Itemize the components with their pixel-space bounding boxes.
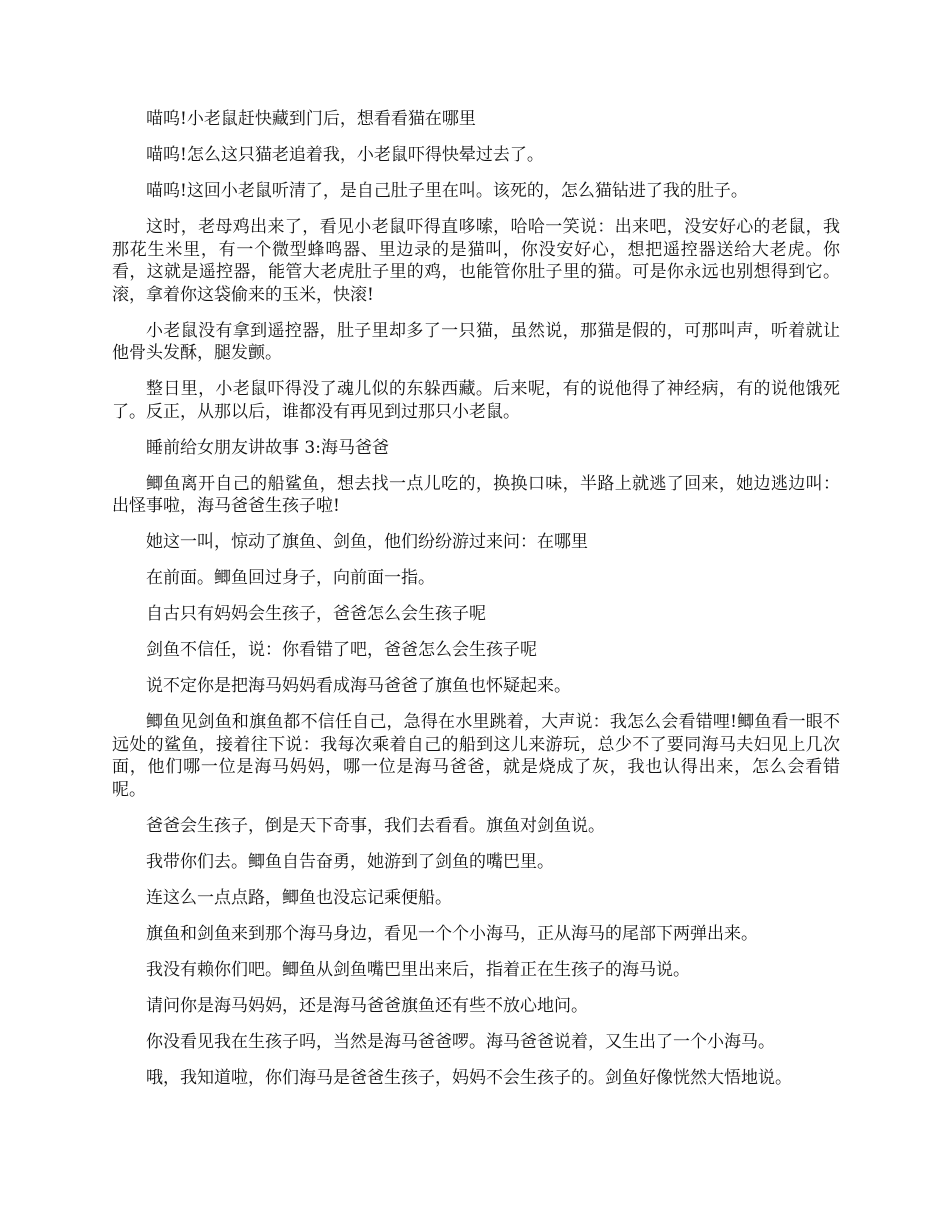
paragraph: 连这么一点点路，鲫鱼也没忘记乘便船。 — [146, 887, 452, 908]
document-body — [112, 108, 840, 1103]
paragraph: 剑鱼不信任，说：你看错了吧，爸爸怎么会生孩子呢 — [146, 640, 537, 660]
paragraph: 旗鱼和剑鱼来到那个海马身边，看见一个个小海马，正从海马的尾部下两弹出来。 — [146, 923, 758, 944]
paragraph: 哦，我知道啦，你们海马是爸爸生孩子，妈妈不会生孩子的。剑鱼好像恍然大悟地说。 — [146, 1067, 792, 1088]
paragraph: 在前面。鲫鱼回过身子，向前面一指。 — [146, 568, 435, 588]
paragraph: 喵呜!这回小老鼠听清了，是自己肚子里在叫。该死的，怎么猫钻进了我的肚子。 — [146, 181, 748, 201]
paragraph: 喵呜!怎么这只猫老追着我，小老鼠吓得快晕过去了。 — [146, 145, 544, 165]
paragraph: 鲫鱼见剑鱼和旗鱼都不信任自己，急得在水里跳着，大声说：我怎么会看错哩!鲫鱼看一眼不远处的鲨鱼，接着往下说：我每次乘着自己的船到这儿来游玩，总少不了要同海马夫妇见上几次面，他们哪一位是海马妈妈，哪一位是海马爸爸，就是烧成了灰，我也认得出来，怎么会看错呢。 — [112, 712, 840, 800]
paragraph: 我没有赖你们吧。鲫鱼从剑鱼嘴巴里出来后，指着正在生孩子的海马说。 — [146, 959, 690, 980]
paragraph: 自古只有妈妈会生孩子，爸爸怎么会生孩子呢 — [146, 604, 486, 624]
paragraph: 请问你是海马妈妈，还是海马爸爸旗鱼还有些不放心地问。 — [146, 995, 588, 1016]
paragraph: 说不定你是把海马妈妈看成海马爸爸了旗鱼也怀疑起来。 — [146, 676, 571, 696]
paragraph: 小老鼠没有拿到遥控器，肚子里却多了一只猫，虽然说，那猫是假的，可那叫声，听着就让他骨头发酥，腿发颤。 — [112, 320, 840, 363]
paragraph: 这时，老母鸡出来了，看见小老鼠吓得直哆嗦，哈哈一笑说：出来吧，没安好心的老鼠，我那花生米里，有一个微型蜂鸣器、里边录的是猫叫，你没安好心，想把遥控器送给大老虎。你看，这就是遥控器，能管大老虎肚子里的鸡，也能管你肚子里的猫。可是你永远也别想得到它。滚，拿着你这袋偷来的玉米，快滚! — [112, 217, 840, 305]
paragraph: 你没看见我在生孩子吗，当然是海马爸爸啰。海马爸爸说着，又生出了一个小海马。 — [146, 1031, 775, 1052]
paragraph: 她这一叫，惊动了旗鱼、剑鱼，他们纷纷游过来问：在哪里 — [146, 532, 588, 552]
section-heading: 睡前给女朋友讲故事 3:海马爸爸 — [146, 437, 389, 458]
paragraph: 我带你们去。鲫鱼自告奋勇，她游到了剑鱼的嘴巴里。 — [146, 851, 554, 872]
paragraph: 喵呜!小老鼠赶快藏到门后，想看看猫在哪里 — [146, 109, 476, 129]
paragraph: 爸爸会生孩子，倒是天下奇事，我们去看看。旗鱼对剑鱼说。 — [146, 815, 605, 836]
paragraph: 鲫鱼离开自己的船鲨鱼，想去找一点儿吃的，换换口味，半路上就逃了回来，她边逃边叫：出怪事啦，海马爸爸生孩子啦! — [112, 473, 840, 516]
paragraph: 整日里，小老鼠吓得没了魂儿似的东躲西藏。后来呢，有的说他得了神经病，有的说他饿死了。反正，从那以后，谁都没有再见到过那只小老鼠。 — [112, 379, 840, 422]
